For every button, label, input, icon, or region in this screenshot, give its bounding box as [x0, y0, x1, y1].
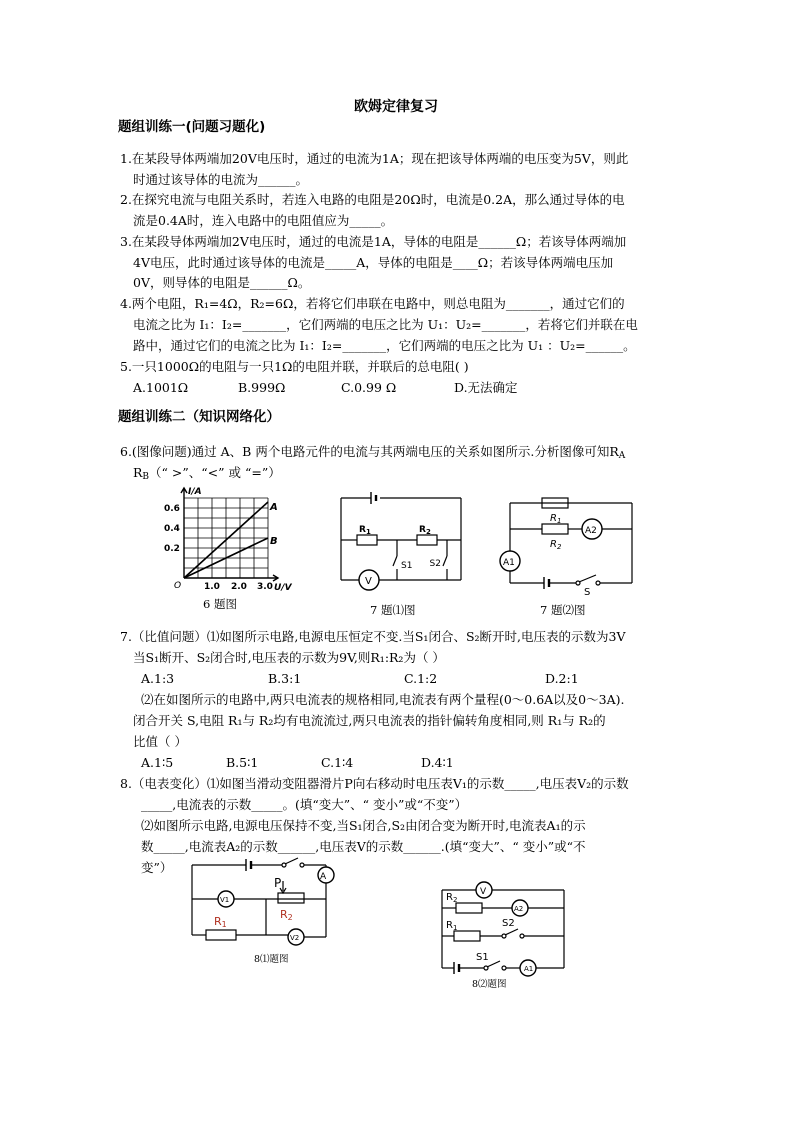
question-2-line-1: 2.在探究电流与电阻关系时，若连入电路的电阻是20Ω时，电流是0.2A，那么通过导体的电	[120, 192, 625, 207]
caption-fig-8-2: 8⑵题图	[472, 979, 507, 990]
x-tick-2: 2.0	[231, 582, 247, 592]
question-5-option-d: D.无法确定	[454, 380, 518, 395]
r2-label-b: $R_2$	[550, 539, 562, 551]
question-5-option-b: B.999Ω	[238, 380, 286, 395]
ammeter-a2-label: A2	[585, 526, 597, 536]
section-heading-1: 题组训练一(问题习题化)	[118, 119, 266, 135]
ammeter-a1-label-b: A1	[524, 965, 534, 973]
question-7-1-option-b: B.3:1	[268, 671, 302, 686]
question-6-sub-a: A	[618, 451, 626, 461]
question-7-1-option-d: D.2:1	[545, 671, 579, 686]
question-1-line-2: 时通过该导体的电流为______。	[133, 172, 309, 187]
r1-label-c: R1	[214, 915, 227, 929]
y-tick-0.2: 0.2	[164, 544, 180, 554]
question-4-line-1: 4.两个电阻，R₁=4Ω，R₂=6Ω，若将它们串联在电路中，则总电阻为_______，通过它们的	[120, 296, 625, 311]
r1-label-d: $R_1$	[446, 920, 458, 932]
question-7-line-2: 当S₁断开、S₂闭合时,电压表的示数为9V,则R₁:R₂为（ ）	[133, 650, 445, 665]
question-6-sub-b: B	[142, 472, 150, 482]
s1-label: S1	[401, 561, 413, 571]
question-5: 5.一只1000Ω的电阻与一只1Ω的电阻并联，并联后的总电阻( )	[120, 359, 469, 374]
question-8-line-3: ⑵如图所示电路,电源电压保持不变,当S₁闭合,S₂由闭合变为断开时,电流表A₁的示	[141, 818, 586, 833]
r2-label: $R_2$	[419, 525, 431, 536]
page-title: 欧姆定律复习	[354, 99, 438, 115]
circuit-figure-8-1	[188, 855, 348, 955]
question-6-text: 6.(图像问题)通过 A、B 两个电路元件的电流与其两端电压的关系如图所示.分析图像可知R	[120, 444, 619, 459]
section-heading-2: 题组训练二（知识网络化）	[118, 409, 280, 425]
question-5-option-c: C.0.99 Ω	[341, 380, 397, 395]
caption-fig-8-1: 8⑴题图	[254, 954, 289, 965]
question-2-line-2: 流是0.4A时，连入电路中的电阻值应为_____。	[133, 213, 394, 228]
x-tick-3: 3.0	[257, 582, 273, 592]
question-3-line-3: 0V，则导体的电阻是______Ω。	[133, 275, 311, 290]
question-6-choices: （“ >”、“<” 或 “=”）	[149, 465, 281, 480]
origin-label: O	[174, 581, 182, 591]
x-axis-label: U/V	[274, 583, 292, 593]
question-7-line-1: 7.（比值问题）⑴如图所示电路,电源电压恒定不变.当S₁闭合、S₂断开时,电压表的示数为3V	[120, 629, 626, 644]
caption-fig-7-1: 7 题⑴图	[370, 603, 416, 617]
x-tick-1: 1.0	[204, 582, 220, 592]
r2-label-d: $R_2$	[446, 892, 458, 904]
r1-label-b: $R_1$	[550, 513, 562, 525]
y-tick-0.4: 0.4	[164, 524, 180, 534]
question-7-2-option-c: C.1∶4	[321, 755, 354, 770]
r1-label: $R_1$	[359, 525, 371, 536]
ammeter-a1-label: A1	[503, 558, 515, 568]
question-7-1-option-a: A.1:3	[141, 671, 175, 686]
ammeter-a2-label-b: A2	[514, 905, 524, 913]
circuit-figure-7-1	[335, 490, 465, 595]
question-7-2-option-b: B.5∶1	[226, 755, 259, 770]
voltmeter-v1-label: V1	[220, 896, 230, 904]
question-8-line-1: 8.（电表变化）⑴如图当滑动变阻器滑片P向右移动时电压表V₁的示数_____,电压表V₂的示数	[120, 776, 629, 791]
question-6-rb: R	[133, 465, 143, 480]
graph-figure-6	[160, 488, 290, 598]
question-6-line-1	[120, 446, 625, 461]
question-6-line-2	[133, 467, 281, 482]
s1-label-b: S1	[476, 952, 489, 963]
slider-p-label: P	[274, 876, 282, 890]
question-5-option-a: A.1001Ω	[133, 380, 189, 395]
question-3-line-1: 3.在某段导体两端加2V电压时，通过的电流是1A，导体的电阻是______Ω；若该导体两端加	[120, 234, 627, 249]
question-7-2-option-a: A.1∶5	[141, 755, 174, 770]
question-7-line-3: ⑵在如图所示的电路中,两只电流表的规格相同,电流表有两个量程(0～0.6A以及0～3A).	[141, 692, 625, 707]
question-7-1-option-c: C.1:2	[404, 671, 438, 686]
line-a-label: A	[270, 502, 278, 513]
line-b-label: B	[270, 536, 278, 547]
caption-fig-7-2: 7 题⑵图	[540, 603, 586, 617]
question-8-line-5: 变”）	[141, 860, 173, 875]
question-7-line-4: 闭合开关 S,电阻 R₁与 R₂均有电流流过,两只电流表的指针偏转角度相同,则 R₁与 R₂的	[133, 713, 606, 728]
question-4-line-3: 路中，通过它们的电流之比为 I₁：I₂=_______，它们两端的电压之比为 U₁ ：U₂=______。	[133, 338, 636, 353]
question-1-line-1: 1.在某段导体两端加20V电压时，通过的电流为1A；现在把该导体两端的电压变为5V，则此	[120, 151, 629, 166]
s2-label-b: S2	[502, 918, 515, 929]
question-3-line-2: 4V电压，此时通过该导体的电流是_____A，导体的电阻是____Ω；若该导体两端电压加	[133, 255, 614, 270]
s2-label: S2	[429, 559, 441, 569]
voltmeter-label-b: V	[480, 887, 487, 897]
r2-label-c: R2	[280, 908, 293, 922]
y-axis-label: I/A	[188, 487, 202, 497]
switch-s-label: S	[584, 587, 591, 598]
question-7-2-option-d: D.4∶1	[421, 755, 454, 770]
question-4-line-2: 电流之比为 I₁：I₂=_______，它们两端的电压之比为 U₁：U₂=_______，若将它们并联在电	[133, 317, 638, 332]
voltmeter-v2-label: V2	[290, 934, 300, 942]
question-8-line-2: _____,电流表的示数_____。(填“变大”、“ 变小”或“不变”）	[141, 797, 468, 812]
y-tick-0.6: 0.6	[164, 504, 180, 514]
voltmeter-label: V	[365, 576, 372, 587]
circuit-figure-7-2	[492, 493, 637, 598]
ammeter-label: A	[320, 872, 327, 882]
circuit-figure-8-2	[436, 878, 571, 978]
question-7-line-5: 比值（ ）	[133, 734, 187, 749]
question-8-line-4: 数_____,电流表A₂的示数______,电压表V的示数______.(填“变大”、“ 变小”或“不	[141, 839, 586, 854]
caption-fig-6: 6 题图	[203, 597, 237, 611]
